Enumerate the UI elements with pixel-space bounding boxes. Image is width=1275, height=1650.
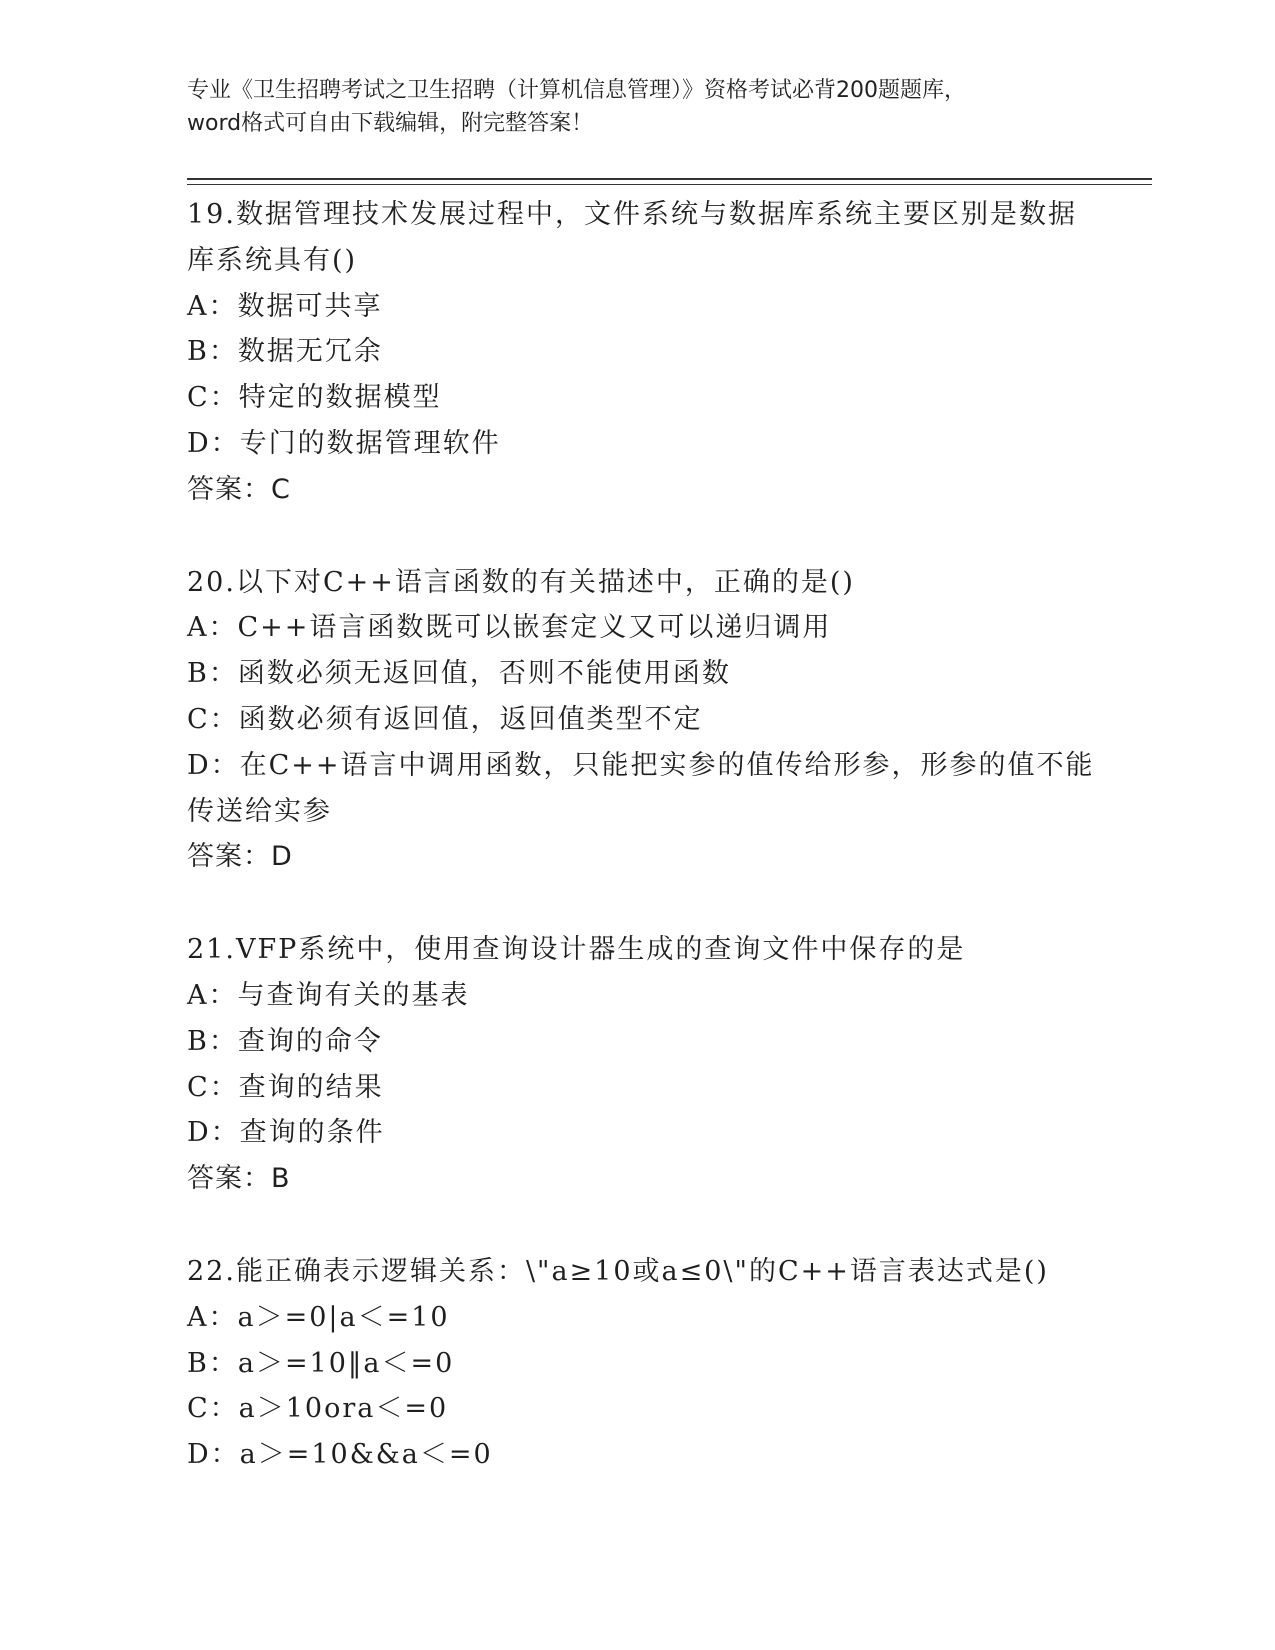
option-d: D：在C++语言中调用函数，只能把实参的值传给形参，形参的值不能 [187, 749, 1095, 781]
option-b: B：a＞=10‖a＜=0 [187, 1347, 455, 1379]
question-block [187, 927, 1087, 1202]
header-divider-thin [187, 184, 1152, 185]
answer-value: D [271, 841, 293, 873]
option-d: D：查询的条件 [187, 1117, 385, 1149]
header-title-line2: word格式可自由下载编辑，附完整答案！ [187, 111, 594, 136]
option-d: 传送给实参 [187, 795, 332, 827]
question-block [187, 560, 1095, 881]
answer-value: B [271, 1163, 291, 1195]
option-c: C：函数必须有返回值，返回值类型不定 [187, 703, 703, 735]
question-block [187, 192, 1087, 513]
question-stem: 19.数据管理技术发展过程中，文件系统与数据库系统主要区别是数据 [187, 199, 1077, 230]
option-a: A：C++语言函数既可以嵌套定义又可以递归调用 [187, 612, 832, 644]
option-a: A：数据可共享 [187, 290, 383, 322]
question-stem: 20.以下对C++语言函数的有关描述中，正确的是() [187, 566, 855, 598]
option-c: C：a＞10ora＜=0 [187, 1393, 449, 1425]
header-divider-thick [187, 178, 1152, 180]
option-d: D：专门的数据管理软件 [187, 427, 501, 459]
answer-label: 答案： [187, 841, 271, 873]
question-stem: 21.VFP系统中，使用查询设计器生成的查询文件中保存的是 [187, 934, 966, 966]
option-c: C：特定的数据模型 [187, 382, 442, 414]
header-title-line1: 专业《卫生招聘考试之卫生招聘（计算机信息管理）》资格考试必背200题题库， [187, 78, 966, 103]
question-stem: 库系统具有() [187, 244, 358, 276]
answer-line [187, 1156, 1087, 1202]
answer-line [187, 467, 1087, 513]
option-a: A：与查询有关的基表 [187, 979, 470, 1011]
question-list [187, 192, 1095, 1525]
option-d: D：a＞=10&&a＜=0 [187, 1439, 493, 1471]
answer-value: C [271, 473, 291, 505]
option-a: A：a＞=0|a＜=10 [187, 1301, 450, 1333]
answer-label: 答案： [187, 1163, 271, 1195]
question-block [187, 1249, 1087, 1478]
option-b: B：数据无冗余 [187, 336, 383, 368]
option-b: B：函数必须无返回值，否则不能使用函数 [187, 658, 731, 690]
answer-label: 答案： [187, 473, 271, 505]
answer-line [187, 834, 1087, 880]
option-b: B：查询的命令 [187, 1025, 383, 1057]
document-header [187, 74, 1067, 140]
question-stem: 22.能正确表示逻辑关系：\"a≥10或a≤0\"的C++语言表达式是() [187, 1255, 1049, 1287]
option-c: C：查询的结果 [187, 1071, 384, 1103]
